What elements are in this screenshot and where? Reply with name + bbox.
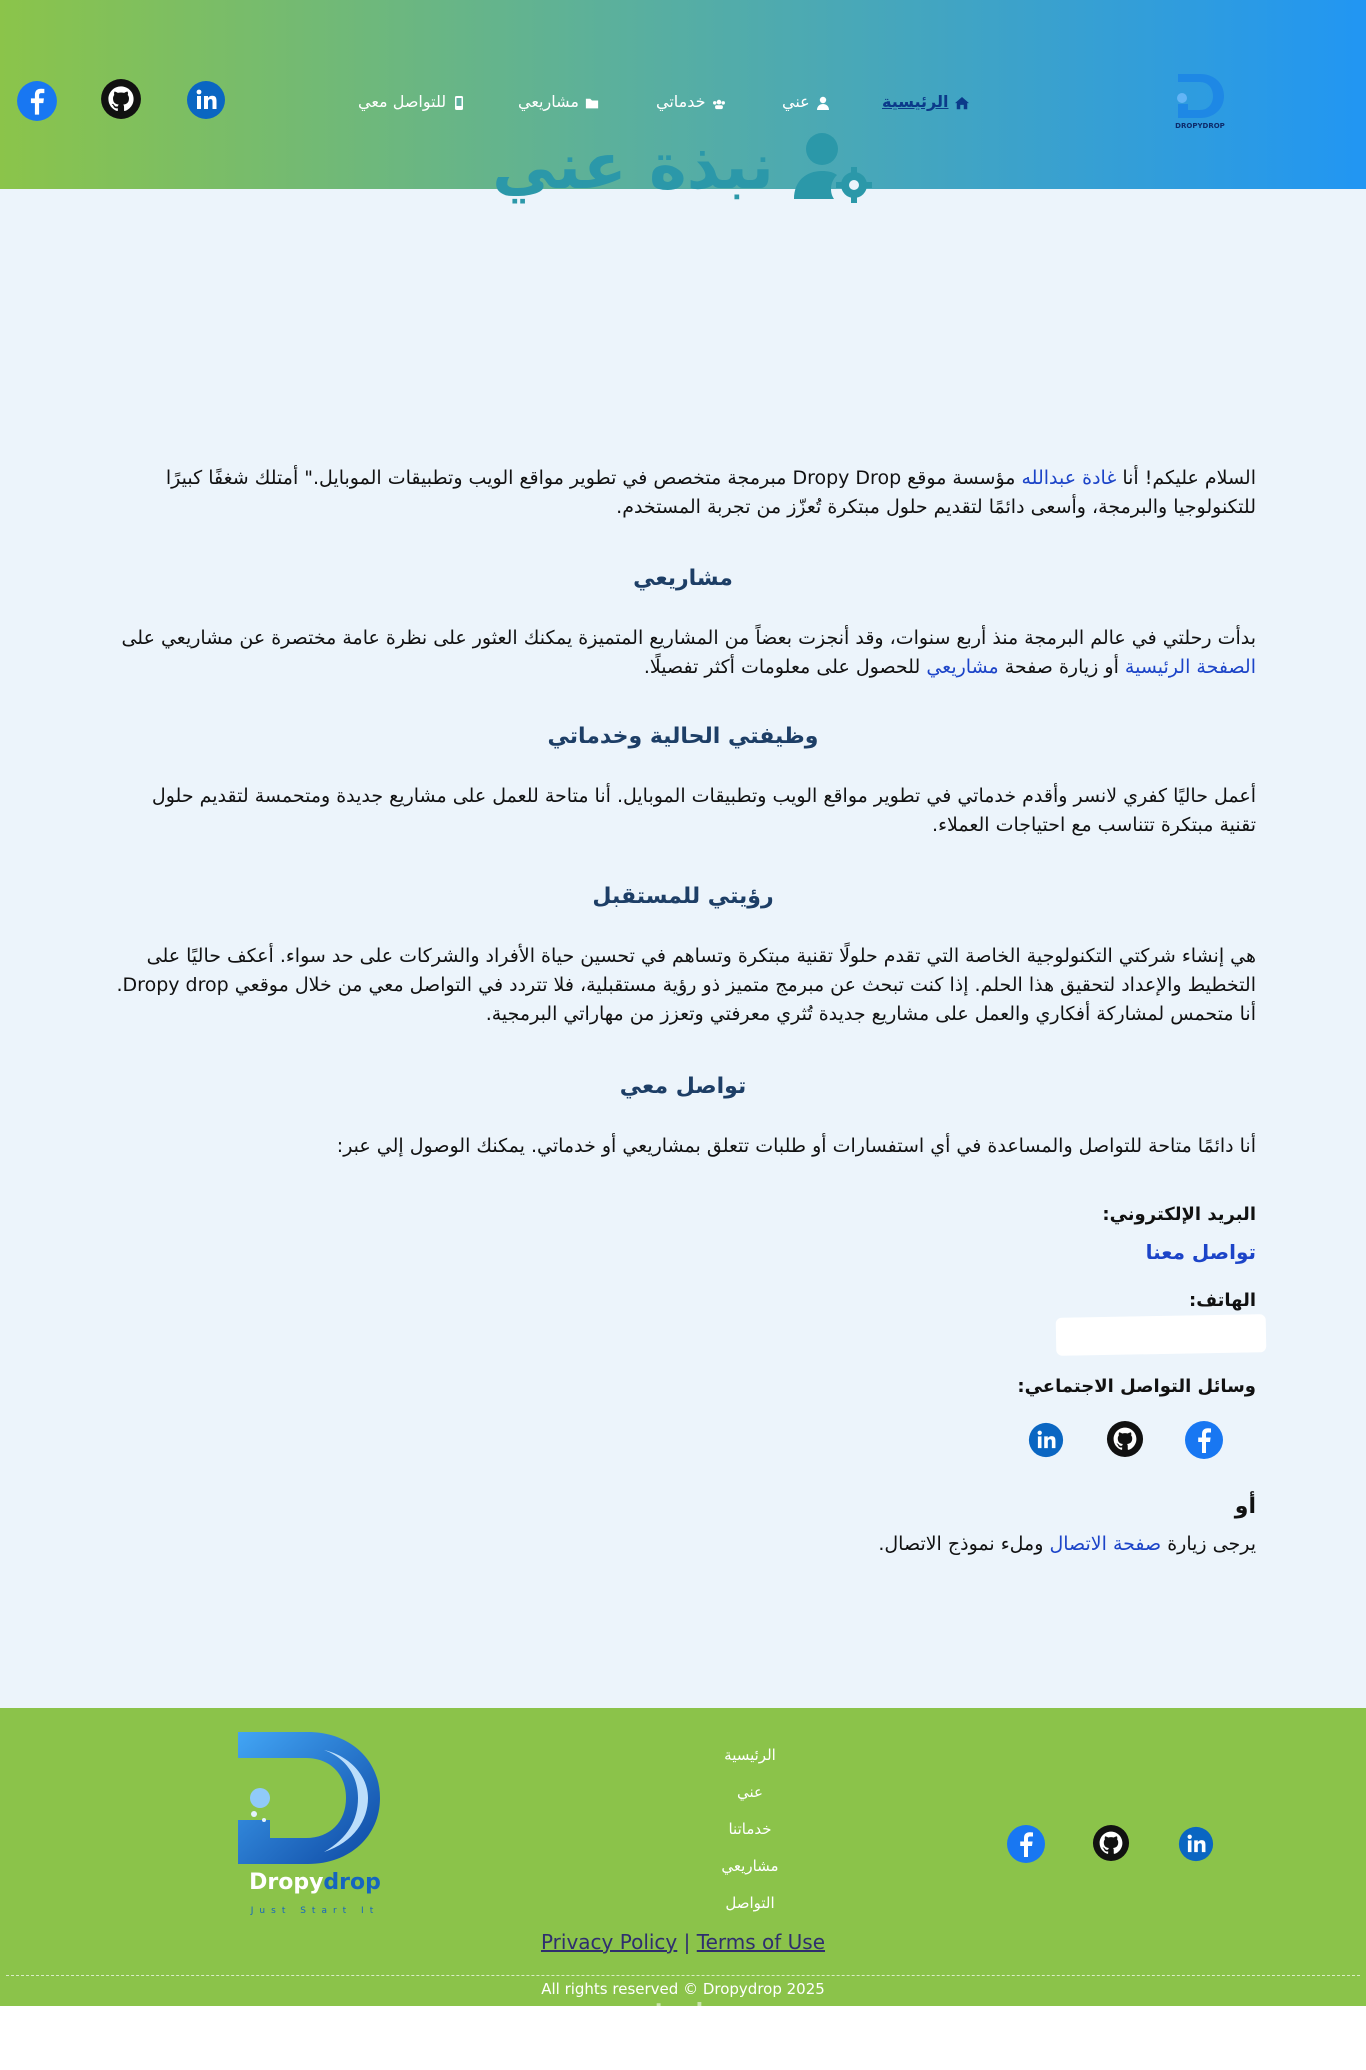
job-paragraph: أعمل حاليًا كفري لانسر وأقدم خدماتي في تطوير مواقع الويب وتطبيقات الموبايل. أنا متاحة للعمل على مشاريع جديدة ومتحمسة لتقديم حلول تقنية مبتكرة تتناسب مع احتياجات العملاء. [151, 785, 1256, 836]
projects-heading: مشاريعي [633, 566, 733, 591]
footer-link-contact[interactable]: التواصل [725, 1894, 775, 1912]
footer-tagline: Just Start It [250, 1906, 380, 1916]
user-gear-icon [792, 131, 874, 203]
facebook-icon[interactable] [16, 80, 58, 122]
folder-icon [585, 95, 599, 109]
page-title: نبذة عني [492, 130, 874, 204]
home-page-link[interactable]: الصفحة الرئيسية [1124, 656, 1256, 678]
projects-page-link[interactable]: مشاريعي [926, 656, 999, 678]
nav-contact[interactable]: للتواصل معي [358, 92, 466, 111]
footer-divider [6, 1975, 1360, 1976]
email-contact-link[interactable]: تواصل معنا [1145, 1240, 1256, 1264]
svg-text:DROPYDROP: DROPYDROP [1175, 122, 1225, 130]
phone-icon [452, 95, 466, 109]
contact-paragraph: أنا دائمًا متاحة للتواصل والمساعدة في أي استفسارات أو طلبات تتعلق بمشاريعي أو خدماتي. يمكنك الوصول إلي عبر: [336, 1135, 1256, 1157]
email-label: البريد الإلكتروني: [1102, 1204, 1256, 1225]
footer-link-projects[interactable]: مشاريعي [721, 1857, 779, 1875]
contact-page-link[interactable]: صفحة الاتصال [1049, 1533, 1162, 1555]
footer-link-services[interactable]: خدماتنا [728, 1820, 772, 1838]
policy-links: Privacy Policy | Terms of Use [540, 1930, 826, 1954]
footer-link-home[interactable]: الرئيسية [724, 1746, 776, 1764]
contact-page-paragraph: يرجى زيارة صفحة الاتصال وملء نموذج الاتصال. [878, 1533, 1256, 1555]
nav-projects[interactable]: مشاريعي [518, 92, 599, 111]
contact-heading: تواصل معي [619, 1074, 747, 1099]
github-icon[interactable] [1092, 1824, 1130, 1862]
nav-about[interactable]: عني [782, 92, 830, 111]
site-logo[interactable] [1170, 68, 1230, 130]
job-heading: وظيفتي الحالية وخدماتي [547, 724, 819, 749]
users-icon [712, 95, 726, 109]
phone-label: الهاتف: [1189, 1290, 1256, 1311]
linkedin-icon[interactable] [1028, 1422, 1064, 1458]
footer-brand: Dropydrop [249, 1870, 381, 1895]
facebook-icon[interactable] [1184, 1420, 1224, 1460]
copyright-text: All rights reserved © Dropydrop 2025 [541, 1980, 825, 1998]
linkedin-icon[interactable] [1178, 1826, 1214, 1862]
facebook-icon[interactable] [1006, 1824, 1046, 1864]
phone-redacted [1056, 1314, 1267, 1356]
home-icon [955, 95, 969, 109]
terms-of-use-link[interactable]: Terms of Use [696, 1930, 826, 1954]
user-icon [816, 95, 830, 109]
github-icon[interactable] [1106, 1420, 1144, 1458]
nav-home[interactable]: الرئيسية [882, 92, 969, 111]
vision-paragraph: هي إنشاء شركتي التكنولوجية الخاصة التي تقدم حلولًا تقنية مبتكرة وتساهم في تحسين حياة الأفراد والشركات على حد سواء. أعكف حاليًا على التخطيط والإعداد لتحقيق هذا الحلم. إذا كنت تبحث عن مبرمج متميز ذو رؤية مستقبلية، فلا تتردد في التواصل معي من خلال موقعي Dropy drop. أنا متحمس لمشاركة أفكاري والعمل على مشاريع جديدة تُثري معرفتي وتعزز من مهاراتي البرمجية. [116, 945, 1256, 1025]
vision-heading: رؤيتي للمستقبل [592, 884, 774, 909]
watermark: mostaql.com [603, 2000, 763, 2025]
footer-link-about[interactable]: عني [737, 1783, 763, 1801]
linkedin-icon[interactable] [186, 80, 226, 120]
privacy-policy-link[interactable]: Privacy Policy [540, 1930, 678, 1954]
page-title-wrap [0, 130, 1366, 207]
intro-paragraph: السلام عليكم! أنا غادة عبدالله مؤسسة موقع Dropy Drop مبرمجة متخصص في تطوير مواقع الويب وتطبيقات الموبايل." أمتلك شغفًا كبيرًا للتكنولوجيا والبرمجة، وأسعى دائمًا لتقديم حلول مبتكرة تُعزّز من تجربة المستخدم. [165, 467, 1256, 518]
github-icon[interactable] [100, 78, 142, 120]
social-label: وسائل التواصل الاجتماعي: [1017, 1376, 1256, 1397]
nav-services[interactable]: خدماتي [656, 92, 726, 111]
or-label: أو [1234, 1494, 1256, 1519]
author-name-link[interactable]: غادة عبدالله [1021, 467, 1117, 489]
projects-paragraph: بدأت رحلتي في عالم البرمجة منذ أربع سنوات، وقد أنجزت بعضاً من المشاريع المتميزة يمكنك العثور على نظرة عامة مختصرة عن مشاريعي على الصفحة الرئيسية أو زيارة صفحة مشاريعي للحصول على معلومات أكثر تفصيلًا. [121, 627, 1256, 678]
